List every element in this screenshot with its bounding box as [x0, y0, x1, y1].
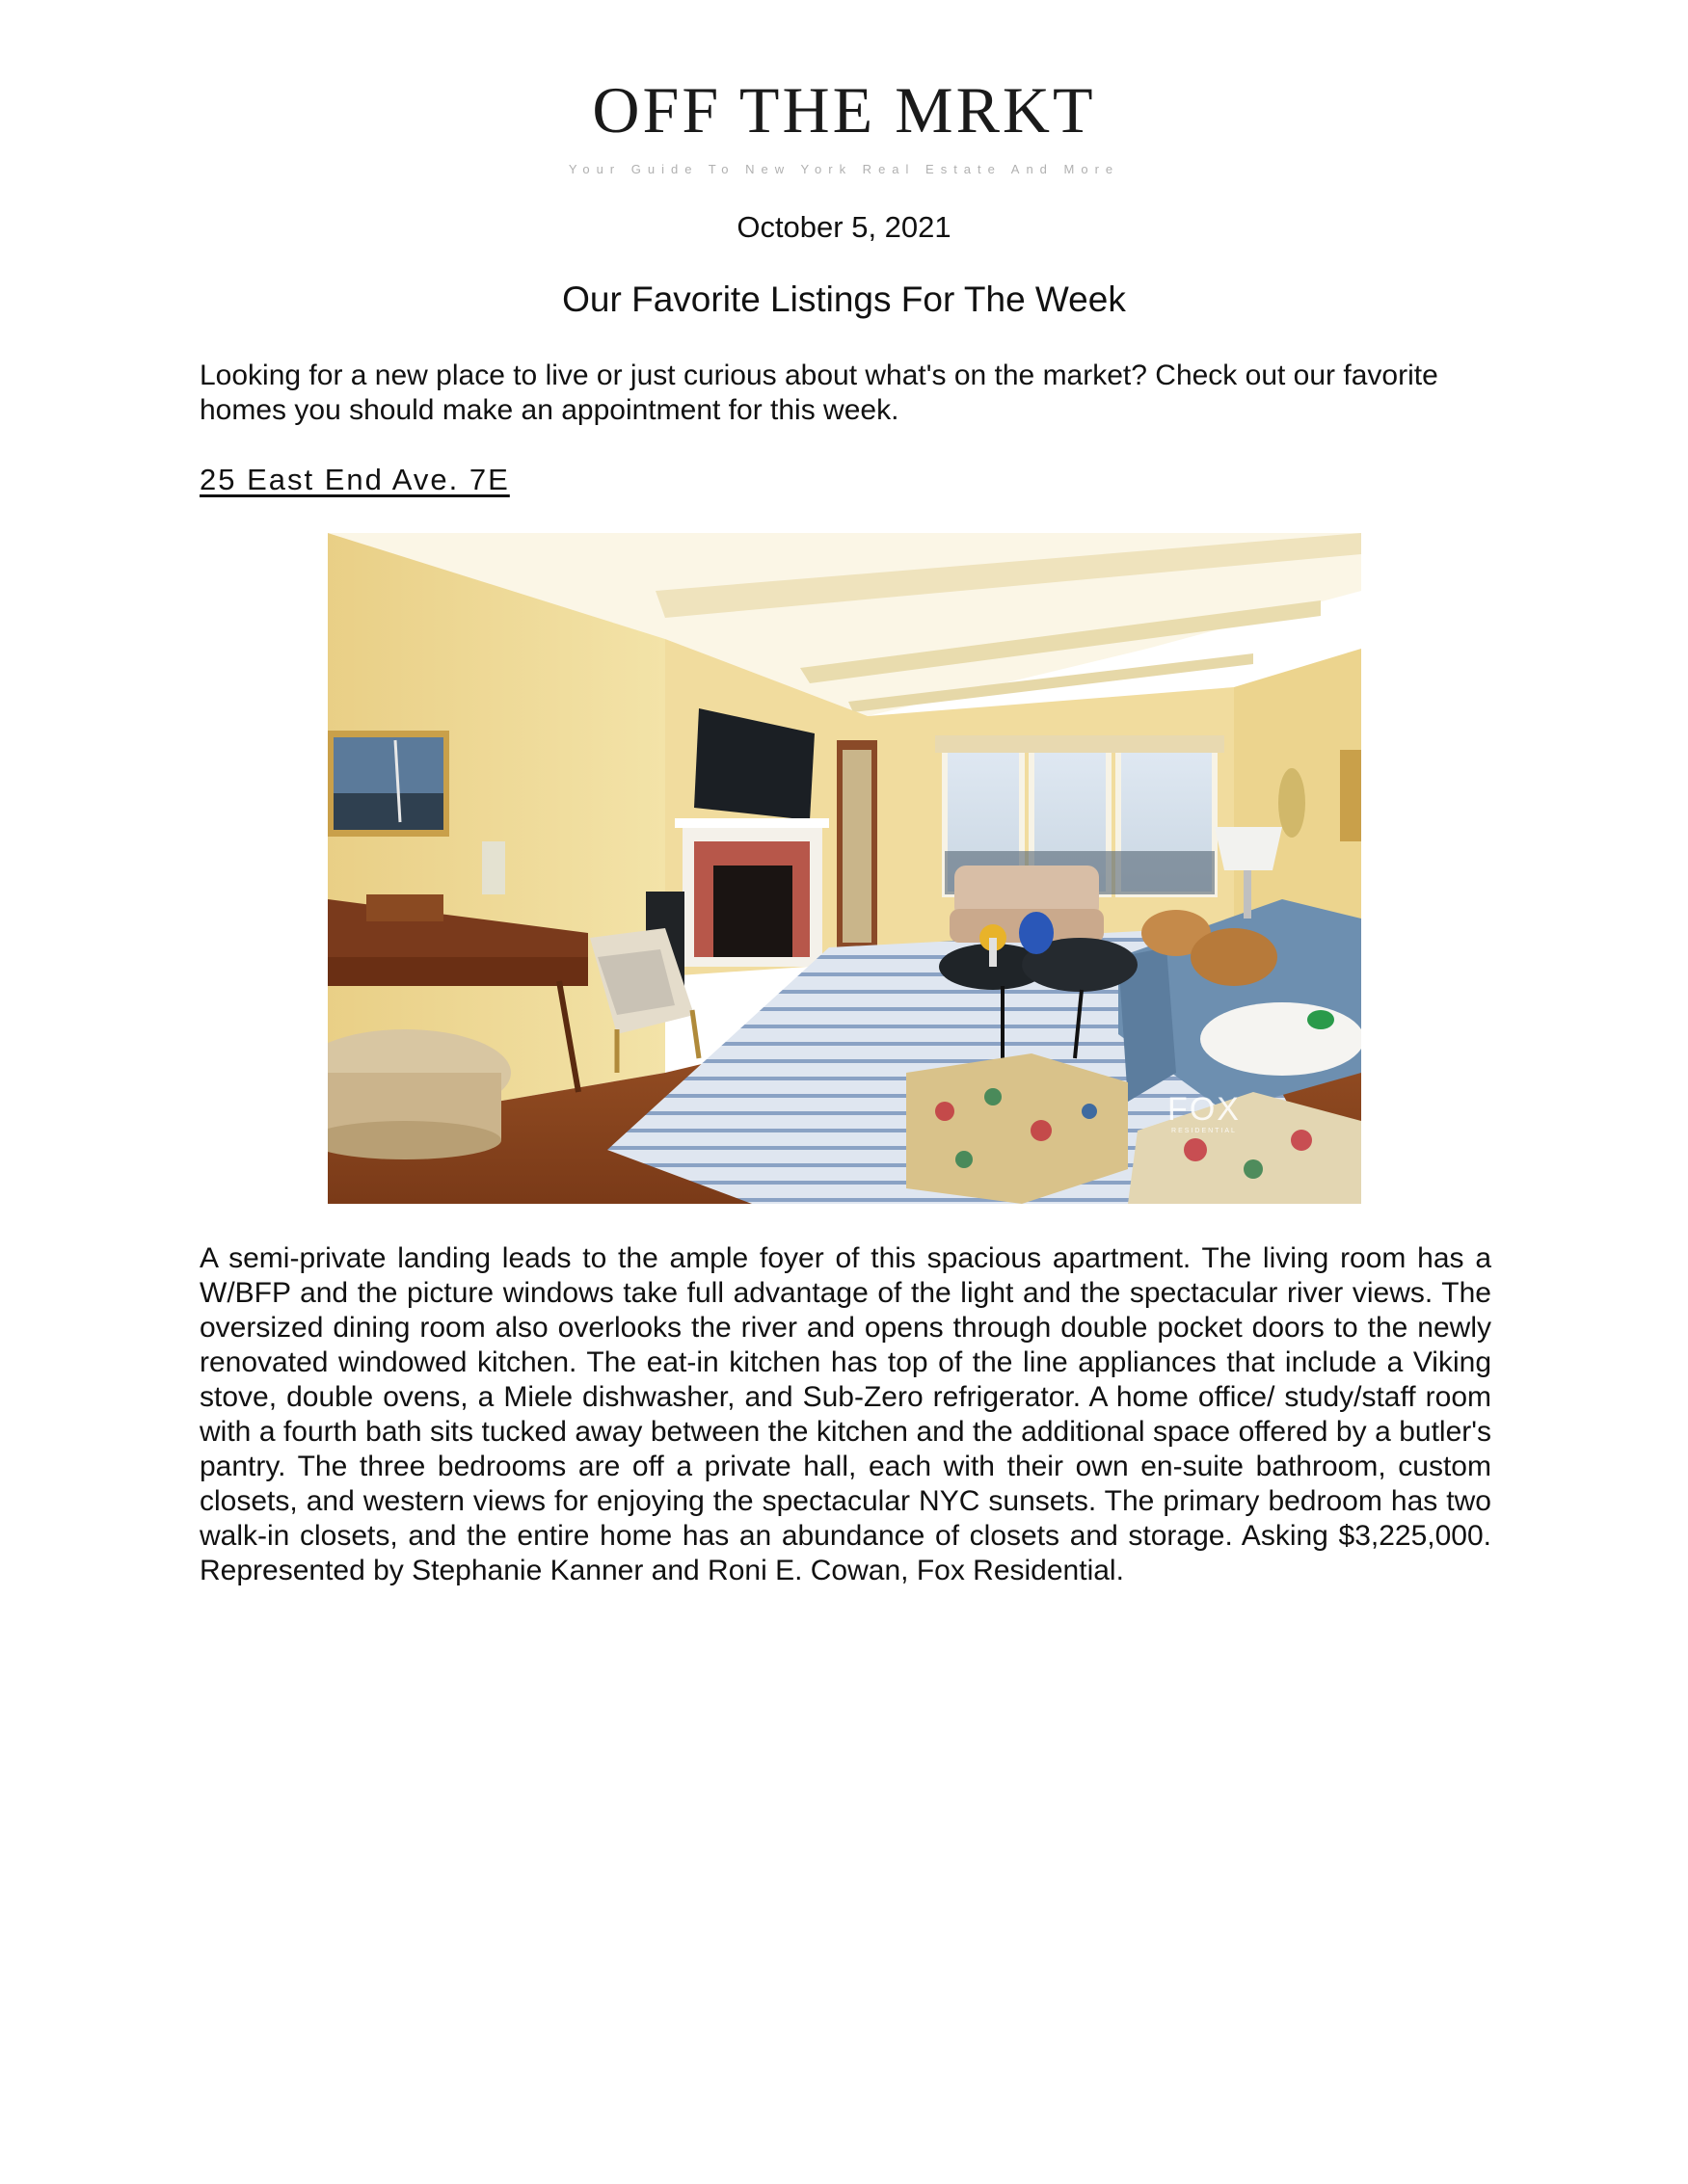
article-date: October 5, 2021 [737, 210, 951, 244]
listing-photo [328, 533, 1361, 1204]
listing-address-link[interactable]: 25 East End Ave. 7E [200, 463, 510, 496]
listing-description: A semi-private landing leads to the ample foyer of this spacious apartment. The living room has a W/BFP and the picture windows take full advantage of the light and the spectacular river views. The oversized dining room also overlooks the river and opens through double pocket doors to the newly renovated windowed kitchen. The eat-in kitchen has top of the line appliances that include a Viking stove, double ovens, a Miele dishwasher, and Sub-Zero refrigerator. A home office/ study/staff room with a fourth bath sits tucked away between the kitchen and the additional space offered by a butler's pantry. The three bedrooms are off a private hall, each with their own en-suite bathroom, custom closets, and western views for enjoying the spectacular NYC sunsets. The primary bedroom has two walk-in closets, and the entire home has an abundance of closets and storage. Asking $3,225,000. Represented by Stephanie Kanner and Roni E. Cowan, Fox Residential. [200, 1242, 1491, 1586]
brand-tagline: Your Guide To New York Real Estate And More [568, 162, 1120, 176]
article-intro: Looking for a new place to live or just curious about what's on the market? Check out our favorite homes you should make an appointment for this week. [200, 360, 1438, 426]
watermark-logo: FOX [1167, 1091, 1241, 1128]
masthead [0, 71, 1688, 176]
photo-watermark [1161, 1093, 1247, 1134]
watermark-sub: RESIDENTIAL [1171, 1128, 1237, 1134]
brand-logo-title: OFF THE MRKT [592, 73, 1096, 146]
article-headline: Our Favorite Listings For The Week [562, 280, 1126, 319]
